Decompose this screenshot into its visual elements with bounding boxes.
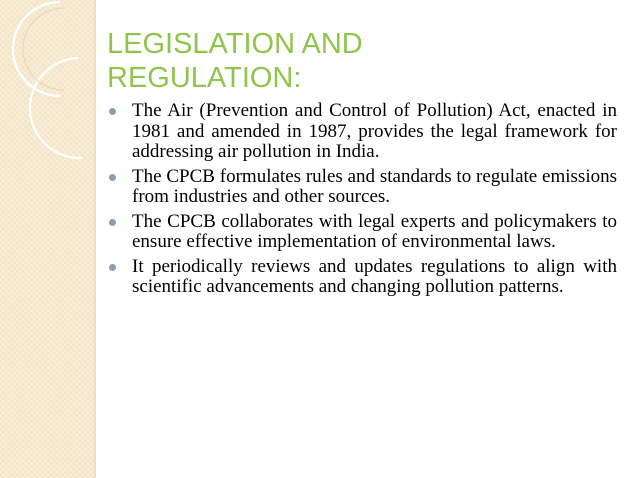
bullet-dot-icon — [109, 264, 116, 271]
bullet-dot-icon — [109, 219, 116, 226]
bullet-text: It periodically reviews and updates regulations to align with scientific advancements and changing pollution patterns. — [132, 255, 617, 297]
decorative-arcs-icon — [0, 0, 120, 170]
bullet-text: The Air (Prevention and Control of Pollution) Act, enacted in 1981 and amended in 1987, provides the legal framework for addressing air pollution in India. — [132, 100, 617, 162]
bullet-item — [107, 167, 617, 208]
bullet-item — [107, 257, 617, 298]
bullet-dot-icon — [109, 174, 116, 181]
bullet-dot-icon — [109, 108, 116, 115]
bullet-item — [107, 212, 617, 253]
slide-title: LEGISLATION AND REGULATION: — [107, 28, 363, 94]
bullet-text: The CPCB collaborates with legal experts and policymakers to ensure effective implementation of environmental laws. — [132, 210, 617, 252]
bullet-item — [107, 101, 617, 163]
bullet-text: The CPCB formulates rules and standards to regulate emissions from industries and other sources. — [132, 165, 617, 207]
bullet-list — [107, 101, 617, 302]
